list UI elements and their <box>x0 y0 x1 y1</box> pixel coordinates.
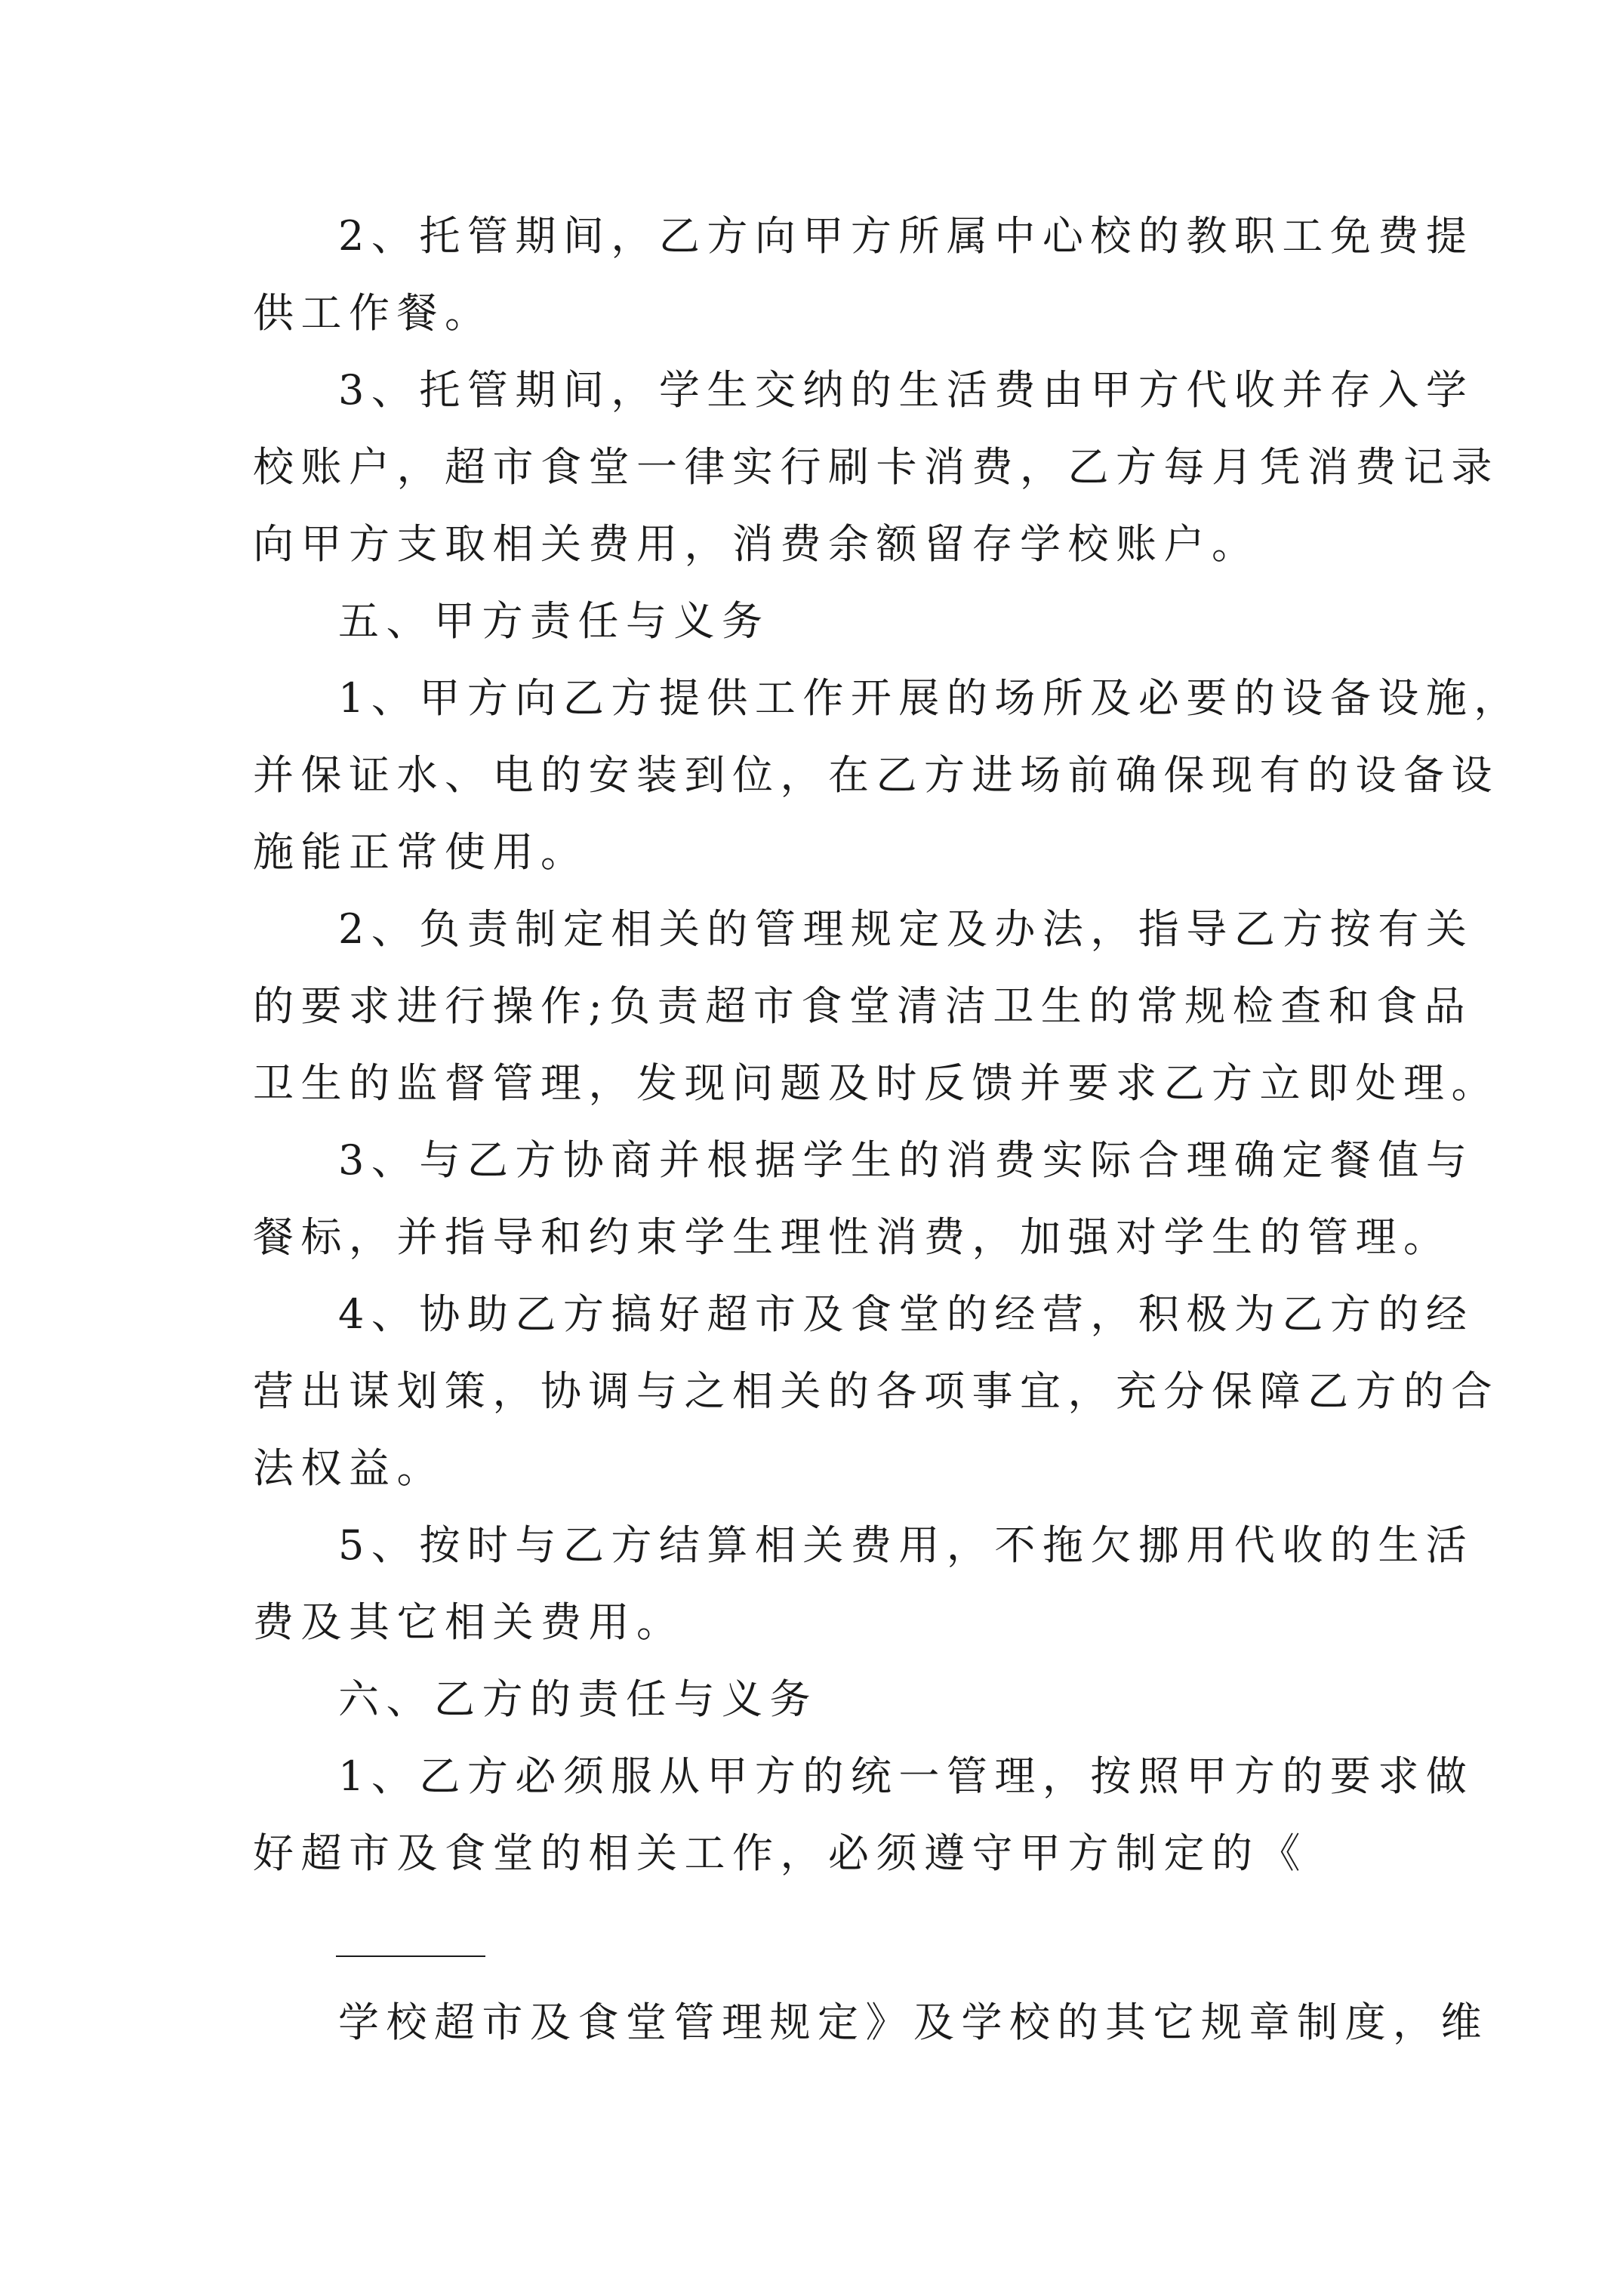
text-line: 3、与乙方协商并根据学生的消费实际合理确定餐值与 <box>338 1136 1474 1184</box>
text-line: 并保证水、电的安装到位，在乙方进场前确保现有的设备设 <box>253 751 1499 799</box>
text-line: 的要求进行操作;负责超市食堂清洁卫生的常规检查和食品 <box>253 982 1473 1030</box>
text-line: 餐标，并指导和约束学生理性消费，加强对学生的管理。 <box>253 1213 1452 1261</box>
footnote-text: 学校超市及食堂管理规定》及学校的其它规章制度，维 <box>338 1999 1489 2046</box>
text-line: 营出谋划策，协调与之相关的各项事宜，充分保障乙方的合 <box>253 1367 1499 1415</box>
section-heading: 五、甲方责任与义务 <box>338 597 770 645</box>
text-line: 4、协助乙方搞好超市及食堂的经营，积极为乙方的经 <box>338 1290 1474 1338</box>
text-line: 法权益。 <box>253 1444 445 1492</box>
text-line: 好超市及食堂的相关工作，必须遵守甲方制定的《 <box>253 1829 1307 1877</box>
text-line: 向甲方支取相关费用，消费余额留存学校账户。 <box>253 520 1260 568</box>
text-line: 卫生的监督管理，发现问题及时反馈并要求乙方立即处理。 <box>253 1059 1499 1107</box>
body-text <box>253 198 1522 1892</box>
text-line: 费及其它相关费用。 <box>253 1598 685 1646</box>
text-line: 2、负责制定相关的管理规定及办法，指导乙方按有关 <box>338 905 1474 953</box>
text-line: 供工作餐。 <box>253 289 493 337</box>
text-line: 5、按时与乙方结算相关费用，不拖欠挪用代收的生活 <box>338 1521 1474 1569</box>
text-line: 3、托管期间，学生交纳的生活费由甲方代收并存入学 <box>338 366 1474 414</box>
text-line: 2、托管期间，乙方向甲方所属中心校的教职工免费提 <box>338 212 1474 260</box>
text-line: 校账户，超市食堂一律实行刷卡消费，乙方每月凭消费记录 <box>253 443 1499 491</box>
footnote-separator <box>336 1955 485 1957</box>
text-line: 施能正常使用。 <box>253 828 589 876</box>
text-line: 1、甲方向乙方提供工作开展的场所及必要的设备设施， <box>338 674 1522 722</box>
section-heading: 六、乙方的责任与义务 <box>338 1675 818 1723</box>
text-line: 1、乙方必须服从甲方的统一管理，按照甲方的要求做 <box>338 1752 1474 1800</box>
